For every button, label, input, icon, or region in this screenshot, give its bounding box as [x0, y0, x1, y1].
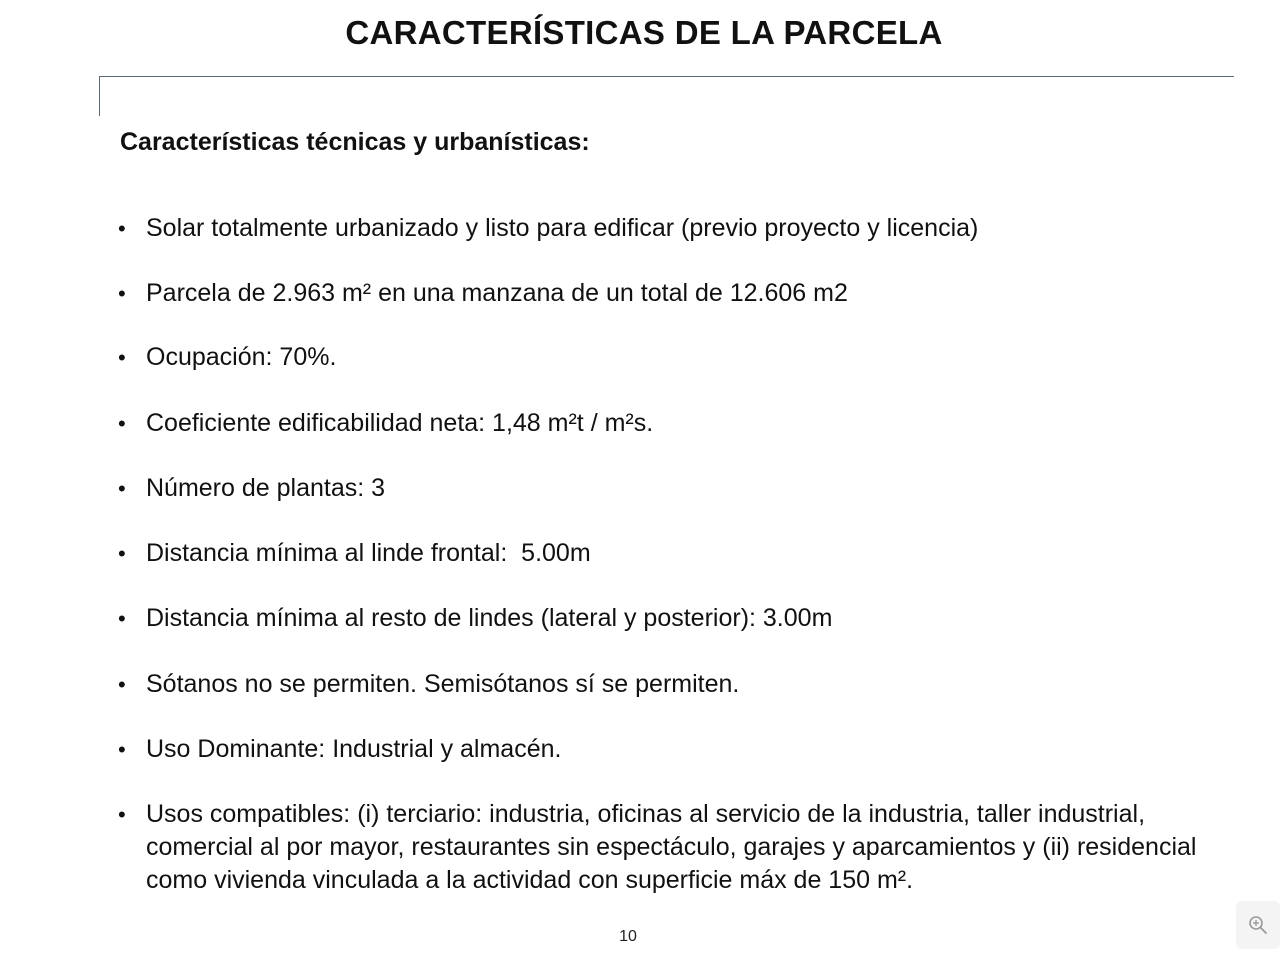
list-item-text: Coeficiente edificabilidad neta: 1,48 m²t / m²s.	[146, 409, 654, 437]
title-divider-tick	[99, 76, 100, 116]
list-item-text: Distancia mínima al linde frontal: 5.00m	[146, 539, 591, 567]
page-number: 10	[619, 928, 637, 945]
list-item	[118, 602, 1238, 635]
list-item	[118, 277, 1238, 310]
list-item-text: Ocupación: 70%.	[146, 343, 337, 371]
list-item	[118, 668, 1238, 701]
bullet-icon: •	[118, 216, 126, 241]
list-item	[118, 733, 1238, 766]
bullet-icon: •	[118, 281, 126, 306]
list-item-text: Parcela de 2.963 m² en una manzana de un total de 12.606 m2	[146, 279, 848, 307]
bullet-icon: •	[118, 737, 126, 762]
list-item-text: Distancia mínima al resto de lindes (lateral y posterior): 3.00m	[146, 604, 833, 632]
title-divider	[100, 76, 1234, 77]
bullet-icon: •	[118, 541, 126, 566]
bullet-icon: •	[118, 802, 126, 827]
section-heading: Características técnicas y urbanísticas:	[120, 128, 590, 156]
bullet-icon: •	[118, 345, 126, 370]
bullet-icon: •	[118, 606, 126, 631]
bullet-icon: •	[118, 411, 126, 436]
zoom-button[interactable]	[1236, 901, 1280, 949]
list-item	[118, 212, 1238, 245]
list-item-text: Uso Dominante: Industrial y almacén.	[146, 735, 562, 763]
list-item	[118, 407, 1238, 440]
zoom-in-icon	[1248, 915, 1268, 935]
list-item	[118, 341, 1238, 374]
page-title: CARACTERÍSTICAS DE LA PARCELA	[345, 14, 943, 51]
list-item	[118, 537, 1238, 570]
list-item-text: Usos compatibles: (i) terciario: industria, oficinas al servicio de la industria, taller industrial, comercial al por mayor, restaurantes sin espectáculo, garajes y aparcamientos y (ii) residencial como vivienda vinculada a la actividad con superficie máx de 150 m².	[146, 800, 1197, 894]
bullet-icon: •	[118, 476, 126, 501]
bullet-icon: •	[118, 672, 126, 697]
list-item-text: Número de plantas: 3	[146, 474, 386, 502]
list-item-text: Solar totalmente urbanizado y listo para edificar (previo proyecto y licencia)	[146, 214, 979, 242]
list-item	[118, 798, 1238, 897]
list-item-text: Sótanos no se permiten. Semisótanos sí se permiten.	[146, 670, 740, 698]
list-item	[118, 472, 1238, 505]
